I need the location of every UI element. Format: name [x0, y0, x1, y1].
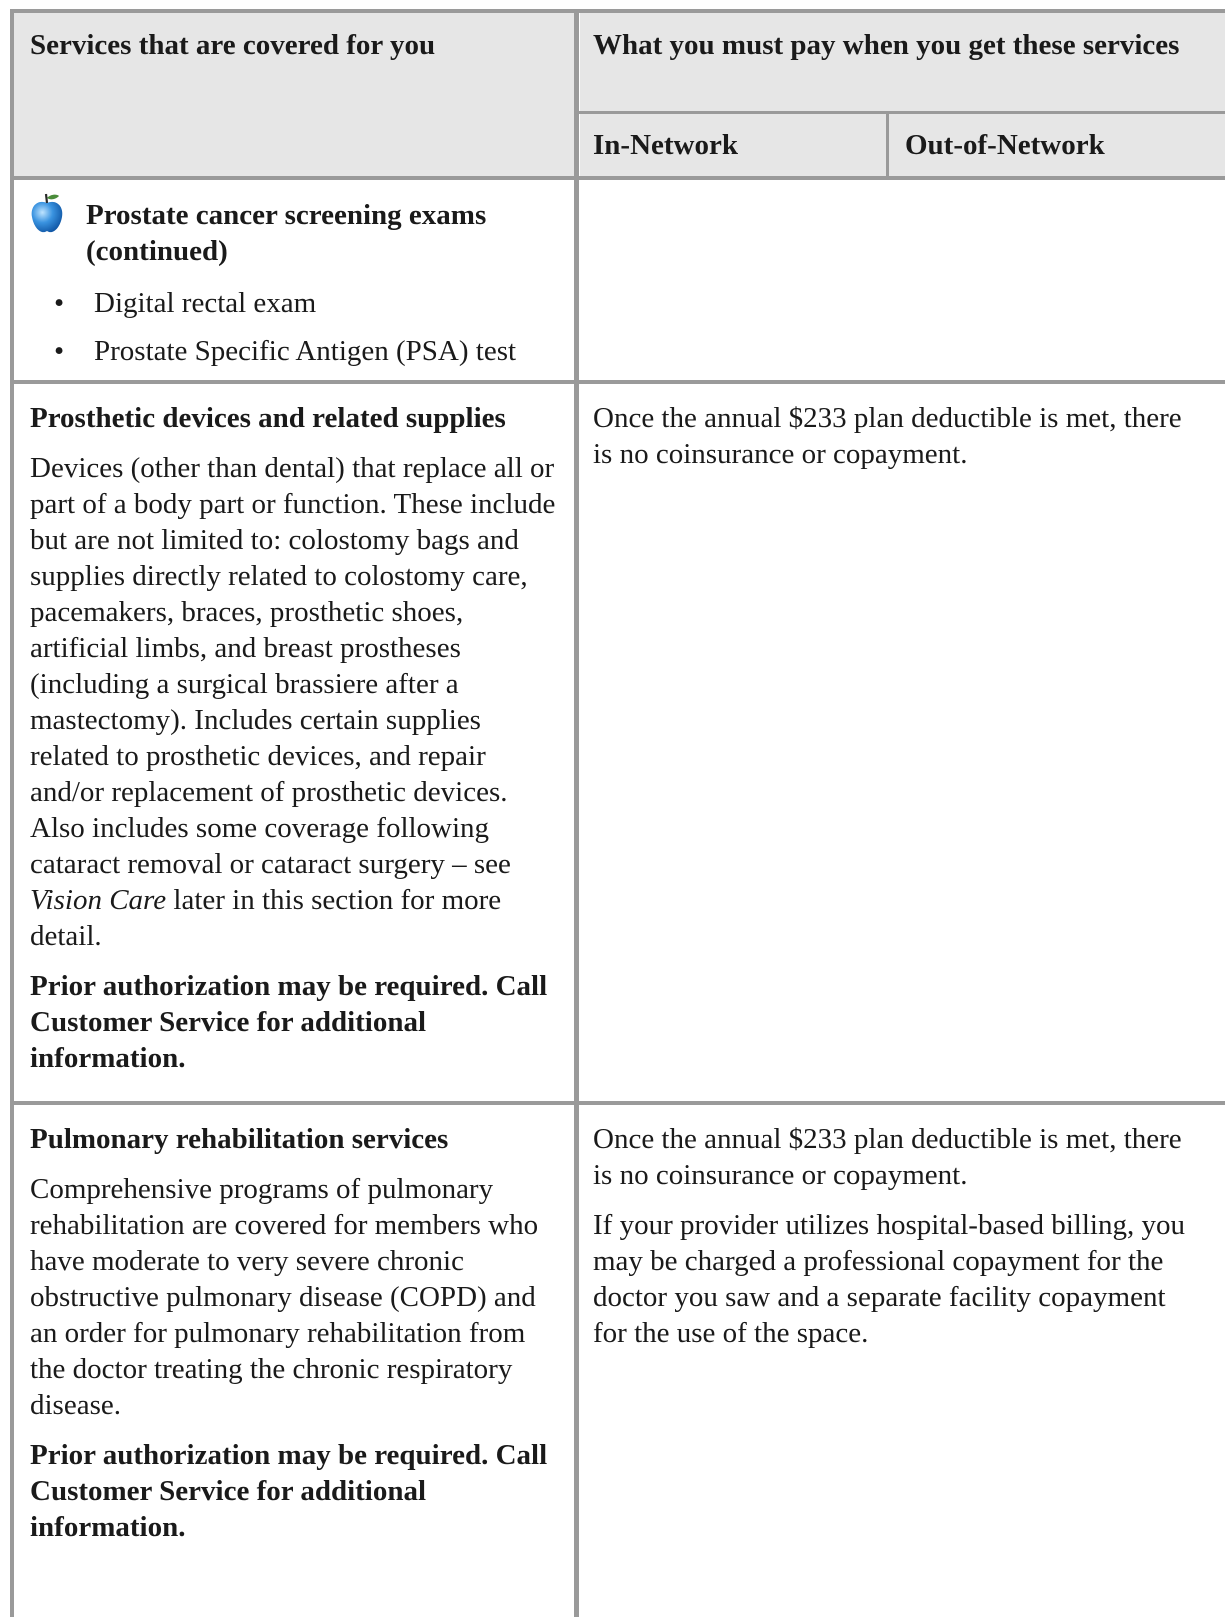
row-prosthetic-cost: [593, 400, 1193, 472]
list-item: [30, 333, 570, 381]
row-prosthetic-services: [30, 400, 565, 1076]
row-prosthetic-note: Prior authorization may be required. Call Customer Service for additional information.: [30, 970, 548, 1074]
row-pulmonary-services: [30, 1121, 565, 1545]
cost-text: Once the annual $233 plan deductible is met, there is no coinsurance or copayment.: [593, 402, 1182, 470]
bullet-icon: •: [54, 287, 65, 319]
row-prosthetic-description: Devices (other than dental) that replace all or part of a body part or function. These include but are not limited to: colostomy bags and supplies directly related to colostomy care, pacemakers, braces, prosthetic shoes, artificial limbs, and breast prostheses (including a surgical brassiere after a mastectomy). Includes certain supplies related to prosthetic devices, and repair and/or replacement of prosthetic devices. Also includes some coverage following cataract removal or cataract surgery – see Vision Care later in this section for more detail.: [30, 452, 556, 952]
apple-icon: [30, 193, 64, 240]
list-item: [30, 285, 570, 333]
table-border-top: [10, 9, 1225, 13]
cost-text: Once the annual $233 plan deductible is met, there is no coinsurance or copayment.: [593, 1123, 1182, 1191]
cost-text: If your provider utilizes hospital-based billing, you may be charged a professional copayment for the doctor you saw and a separate facility copayment for the use of the space.: [593, 1209, 1185, 1349]
header-services-covered: Services that are covered for you: [30, 29, 436, 61]
network-divider: [886, 114, 889, 177]
header-out-of-network: Out-of-Network: [905, 129, 1105, 161]
table-border-left: [10, 9, 14, 1617]
row-prostate-bullets: [30, 285, 570, 381]
bullet-icon: •: [54, 335, 65, 367]
subheader-divider: [579, 111, 1225, 114]
benefits-table: [10, 9, 1225, 1617]
row-pulmonary-cost: [593, 1121, 1193, 1351]
row-prosthetic-title: Prosthetic devices and related supplies: [30, 402, 506, 434]
header-bottom-border: [10, 176, 1225, 180]
row-pulmonary-title: Pulmonary rehabilitation services: [30, 1123, 449, 1155]
column-divider: [574, 9, 579, 1617]
row2-bottom-border: [10, 1101, 1225, 1105]
row-prostate-title: Prostate cancer screening exams (continued): [86, 199, 487, 267]
row-pulmonary-description: Comprehensive programs of pulmonary rehabilitation are covered for members who have moderate to very severe chronic obstructive pulmonary disease (COPD) and an order for pulmonary rehabilitation from the doctor treating the chronic respiratory disease.: [30, 1173, 539, 1421]
header-in-network: In-Network: [593, 129, 738, 161]
bullet-text: Digital rectal exam: [94, 287, 317, 319]
bullet-text: Prostate Specific Antigen (PSA) test: [94, 335, 517, 367]
row-pulmonary-note: Prior authorization may be required. Call Customer Service for additional information.: [30, 1439, 548, 1543]
header-what-you-pay: What you must pay when you get these services: [593, 29, 1180, 61]
